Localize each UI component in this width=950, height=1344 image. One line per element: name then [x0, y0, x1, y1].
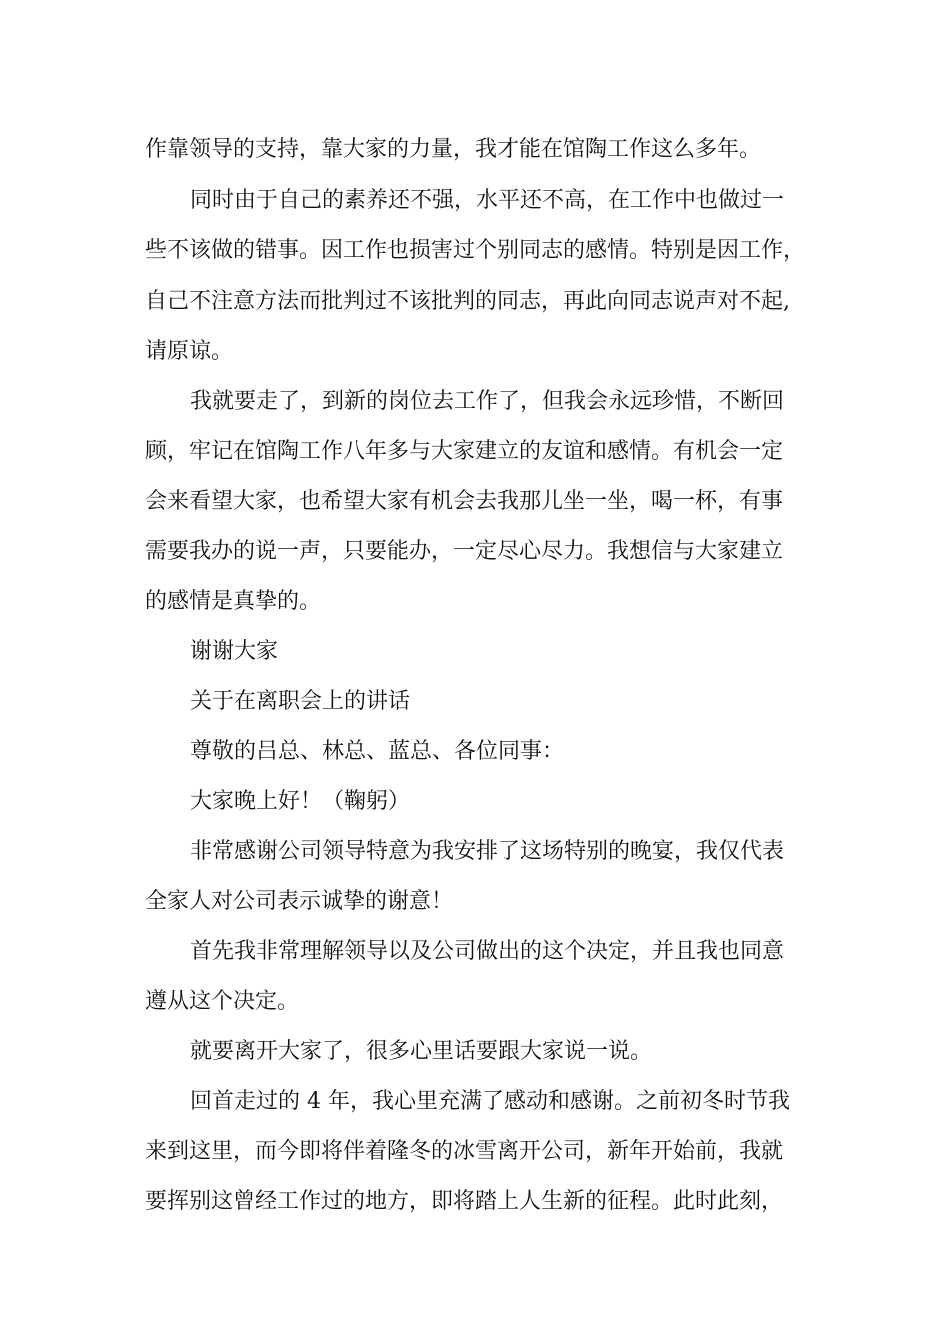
text-line: 需要我办的说一声，只要能办，一定尽心尽力。我想信与大家建立: [145, 539, 784, 564]
text-line: 的感情是真挚的。: [145, 589, 322, 614]
text-line: 顾，牢记在馆陶工作八年多与大家建立的友谊和感情。有机会一定: [145, 439, 784, 464]
paragraph-start-line: 非常感谢公司领导特意为我安排了这场特别的晚宴，我仅代表: [190, 839, 785, 864]
salutation-line: 尊敬的吕总、林总、蓝总、各位同事：: [190, 739, 565, 764]
text-line: 些不该做的错事。因工作也损害过个别同志的感情。特别是因工作，: [145, 238, 806, 263]
closing-line: 谢谢大家: [190, 639, 279, 664]
text-line: 自己不注意方法而批判过不该批判的同志，再此向同志说声对不起,: [145, 289, 790, 314]
paragraph-start-line: 同时由于自己的素养还不强，水平还不高，在工作中也做过一: [190, 188, 785, 213]
greeting-line: 大家晚上好！（鞠躬）: [190, 789, 411, 814]
paragraph-start-line: 就要离开大家了，很多心里话要跟大家说一说。: [190, 1039, 653, 1064]
text-line: 来到这里，而今即将伴着隆冬的冰雪离开公司，新年开始前，我就: [145, 1139, 784, 1164]
paragraph-start-line: 我就要走了，到新的岗位去工作了，但我会永远珍惜，不断回: [190, 389, 785, 414]
text-line: 请原谅。: [145, 339, 234, 364]
text-line: 全家人对公司表示诚挚的谢意！: [145, 889, 454, 914]
text-line: 要挥别这曾经工作过的地方，即将踏上人生新的征程。此时此刻，: [145, 1189, 784, 1214]
text-line: 遵从这个决定。: [145, 989, 300, 1014]
text-line: 作靠领导的支持，靠大家的力量，我才能在馆陶工作这么多年。: [145, 137, 762, 162]
speech-title: 关于在离职会上的讲话: [190, 689, 411, 714]
paragraph-start-line: 回首走过的 4 年，我心里充满了感动和感谢。之前初冬时节我: [190, 1089, 790, 1114]
paragraph-start-line: 首先我非常理解领导以及公司做出的这个决定，并且我也同意: [190, 939, 785, 964]
text-line: 会来看望大家，也希望大家有机会去我那儿坐一坐，喝一杯，有事: [145, 489, 784, 514]
